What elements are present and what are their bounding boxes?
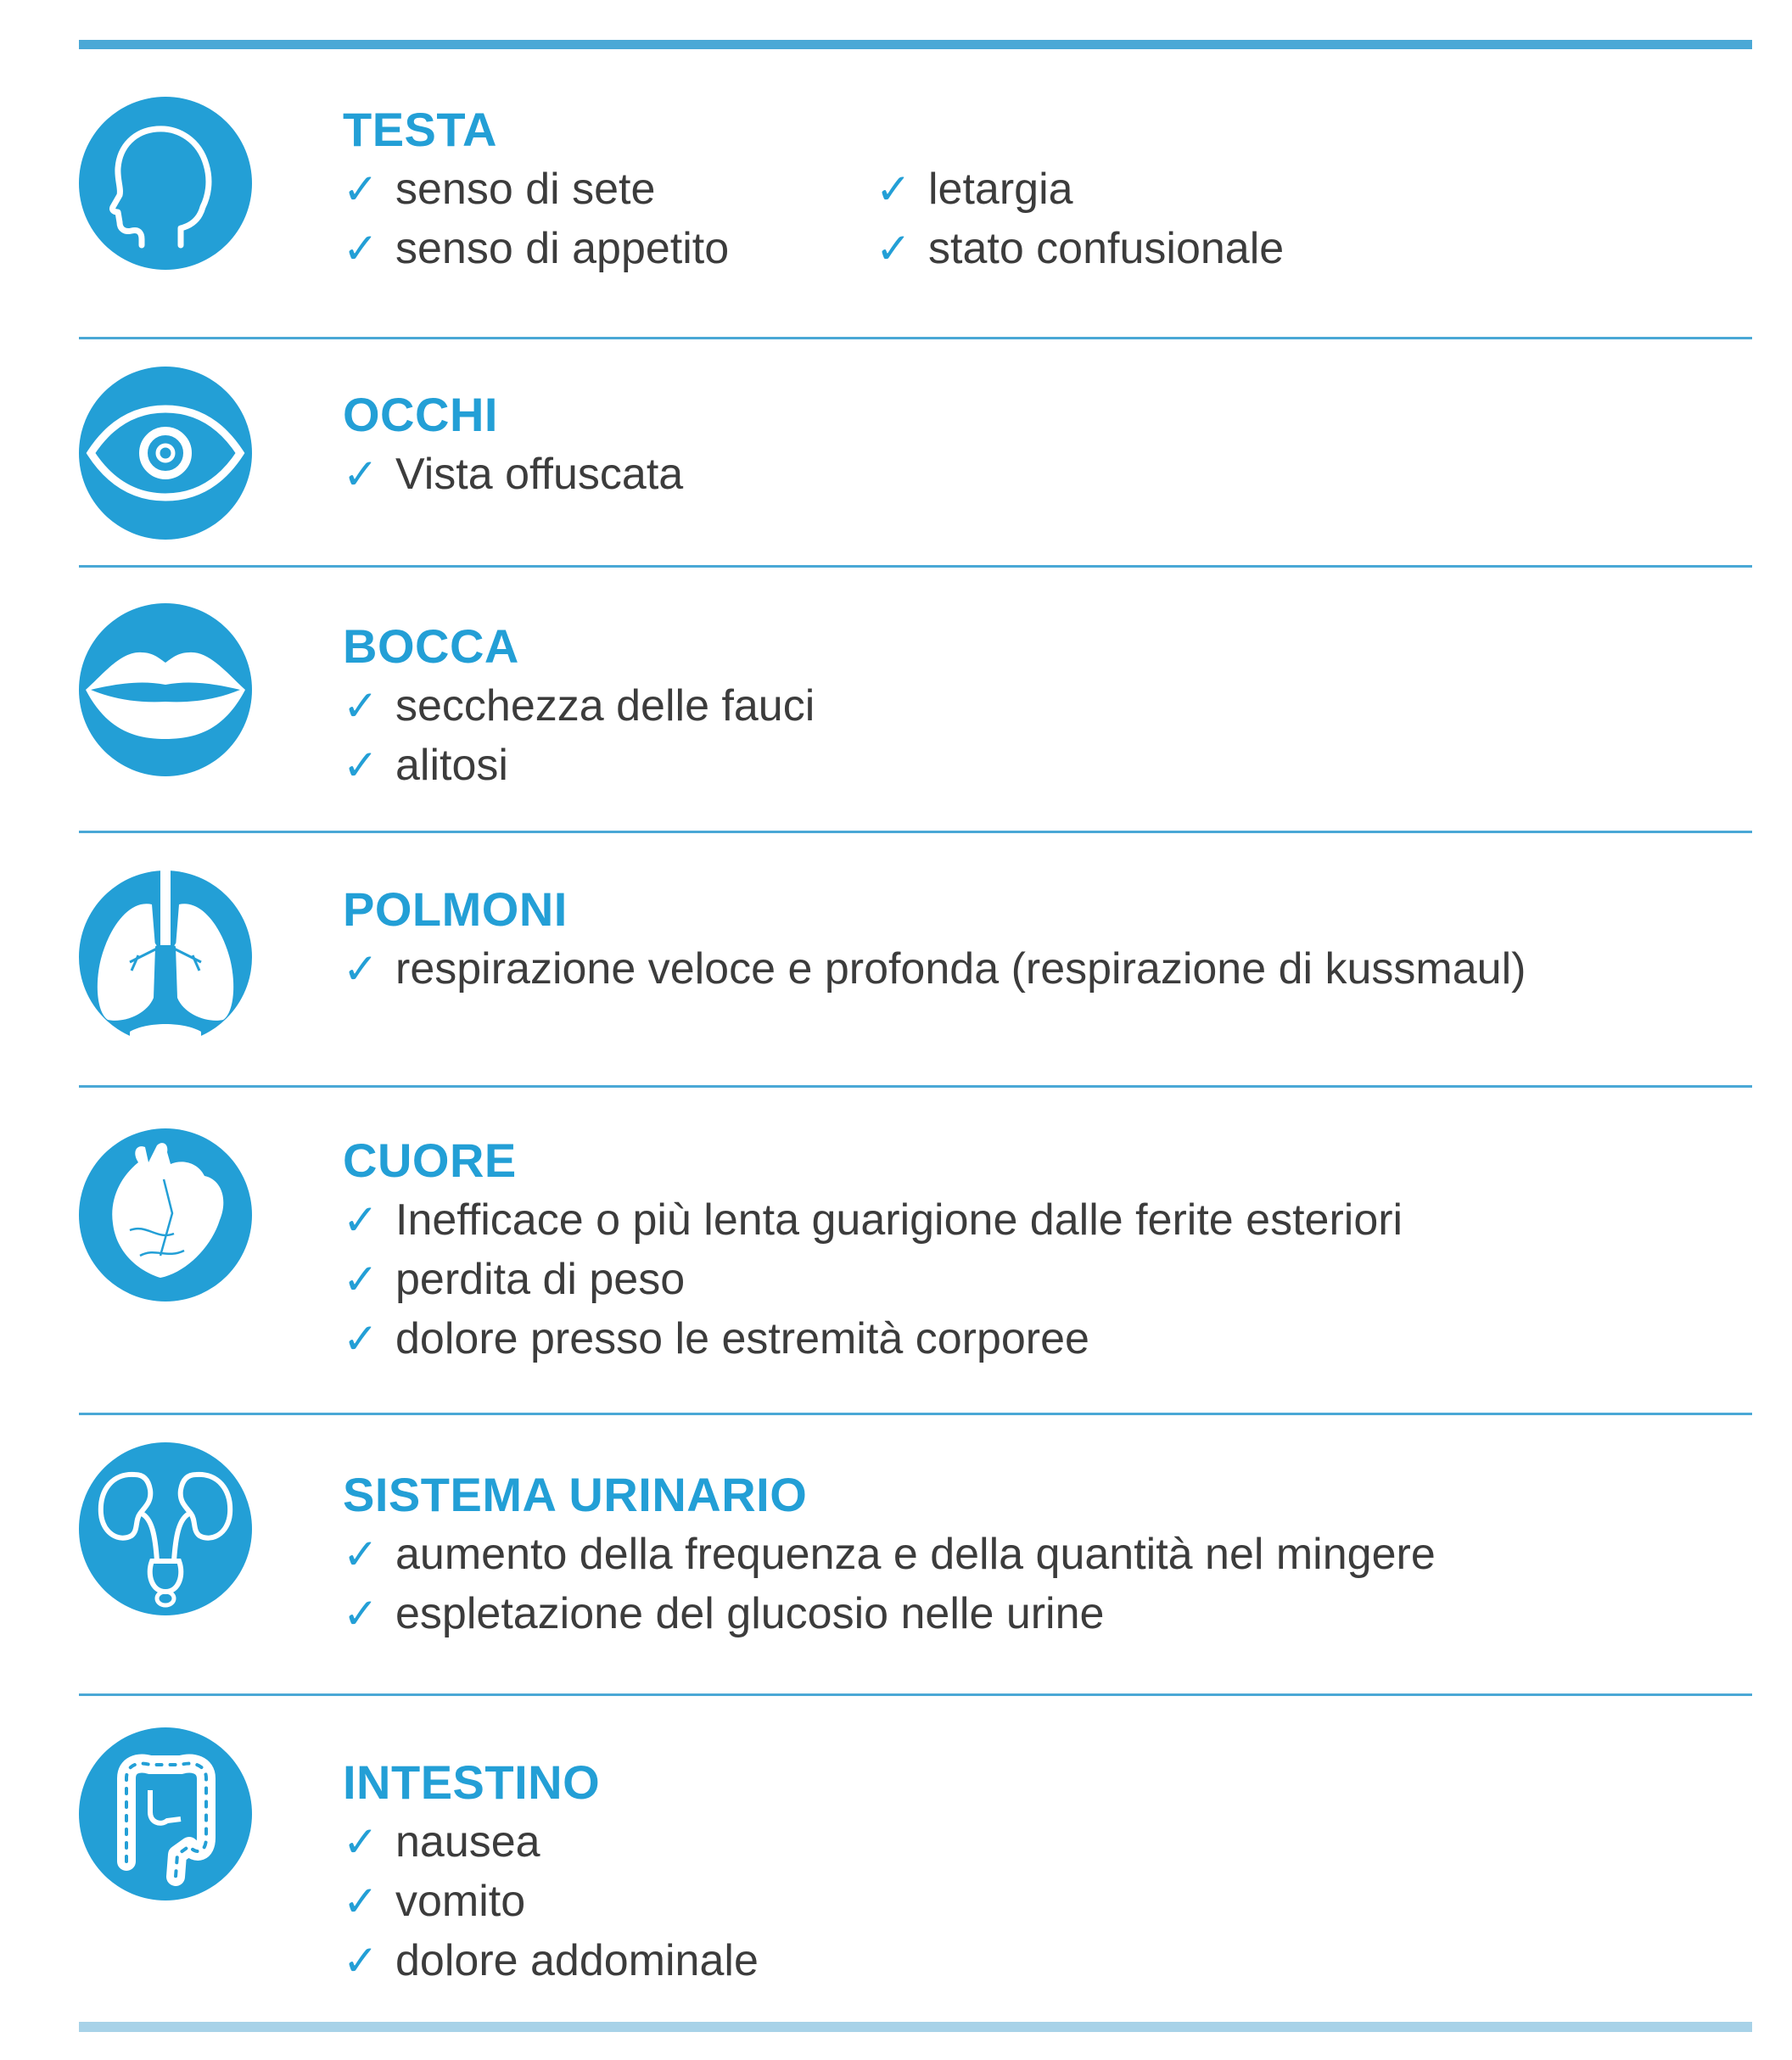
intestine-icon bbox=[79, 1727, 252, 1900]
section-divider bbox=[79, 565, 1752, 568]
heart-icon bbox=[79, 1128, 252, 1301]
check-icon: ✓ bbox=[343, 450, 378, 499]
section-title: TESTA bbox=[343, 103, 497, 156]
symptom-item: ✓ letargia bbox=[876, 160, 1284, 219]
lips-icon bbox=[79, 603, 252, 776]
symptom-item: ✓ perdita di peso bbox=[343, 1250, 1403, 1309]
check-icon: ✓ bbox=[343, 165, 378, 214]
bottom-divider bbox=[79, 2022, 1752, 2032]
section-divider bbox=[79, 831, 1752, 833]
symptom-item: ✓ dolore addominale bbox=[343, 1931, 759, 1990]
section-divider bbox=[79, 1085, 1752, 1088]
section-title: SISTEMA URINARIO bbox=[343, 1468, 808, 1521]
symptom-item: ✓ Vista offuscata bbox=[343, 445, 683, 504]
section-title: BOCCA bbox=[343, 619, 519, 673]
symptom-item: ✓ senso di appetito bbox=[343, 219, 876, 278]
symptom-item: ✓ espletazione del glucosio nelle urine bbox=[343, 1584, 1436, 1643]
check-icon: ✓ bbox=[876, 165, 911, 214]
check-icon: ✓ bbox=[343, 224, 378, 273]
symptom-item: ✓ alitosi bbox=[343, 736, 815, 795]
check-icon: ✓ bbox=[343, 944, 378, 994]
section-title: POLMONI bbox=[343, 882, 568, 936]
symptom-item: ✓ Inefficace o più lenta guarigione dalle ferite esteriori bbox=[343, 1190, 1403, 1250]
check-icon: ✓ bbox=[343, 1877, 378, 1926]
check-icon: ✓ bbox=[343, 681, 378, 731]
symptom-item: ✓ dolore presso le estremità corporee bbox=[343, 1309, 1403, 1369]
section-divider bbox=[79, 1413, 1752, 1415]
symptom-item: ✓ nausea bbox=[343, 1812, 759, 1872]
symptom-item: ✓ senso di sete bbox=[343, 160, 876, 219]
top-divider bbox=[79, 40, 1752, 49]
eye-icon bbox=[79, 367, 252, 540]
symptom-item: ✓ stato confusionale bbox=[876, 219, 1284, 278]
check-icon: ✓ bbox=[876, 224, 911, 273]
section-title: INTESTINO bbox=[343, 1755, 601, 1809]
kidneys-icon bbox=[79, 1442, 252, 1615]
head-icon bbox=[79, 97, 252, 270]
check-icon: ✓ bbox=[343, 1817, 378, 1867]
check-icon: ✓ bbox=[343, 1589, 378, 1638]
lungs-icon bbox=[79, 870, 252, 1044]
symptom-item: ✓ vomito bbox=[343, 1872, 759, 1931]
check-icon: ✓ bbox=[343, 1255, 378, 1304]
check-icon: ✓ bbox=[343, 1936, 378, 1985]
symptom-item: ✓ aumento della frequenza e della quantità nel mingere bbox=[343, 1525, 1436, 1584]
section-title: CUORE bbox=[343, 1134, 517, 1187]
section-divider bbox=[79, 337, 1752, 339]
symptom-item: ✓ secchezza delle fauci bbox=[343, 676, 815, 736]
symptom-item: ✓ respirazione veloce e profonda (respirazione di kussmaul) bbox=[343, 939, 1526, 999]
section-divider bbox=[79, 1693, 1752, 1696]
check-icon: ✓ bbox=[343, 1530, 378, 1579]
section-title: OCCHI bbox=[343, 388, 498, 441]
check-icon: ✓ bbox=[343, 741, 378, 790]
check-icon: ✓ bbox=[343, 1195, 378, 1245]
check-icon: ✓ bbox=[343, 1314, 378, 1363]
